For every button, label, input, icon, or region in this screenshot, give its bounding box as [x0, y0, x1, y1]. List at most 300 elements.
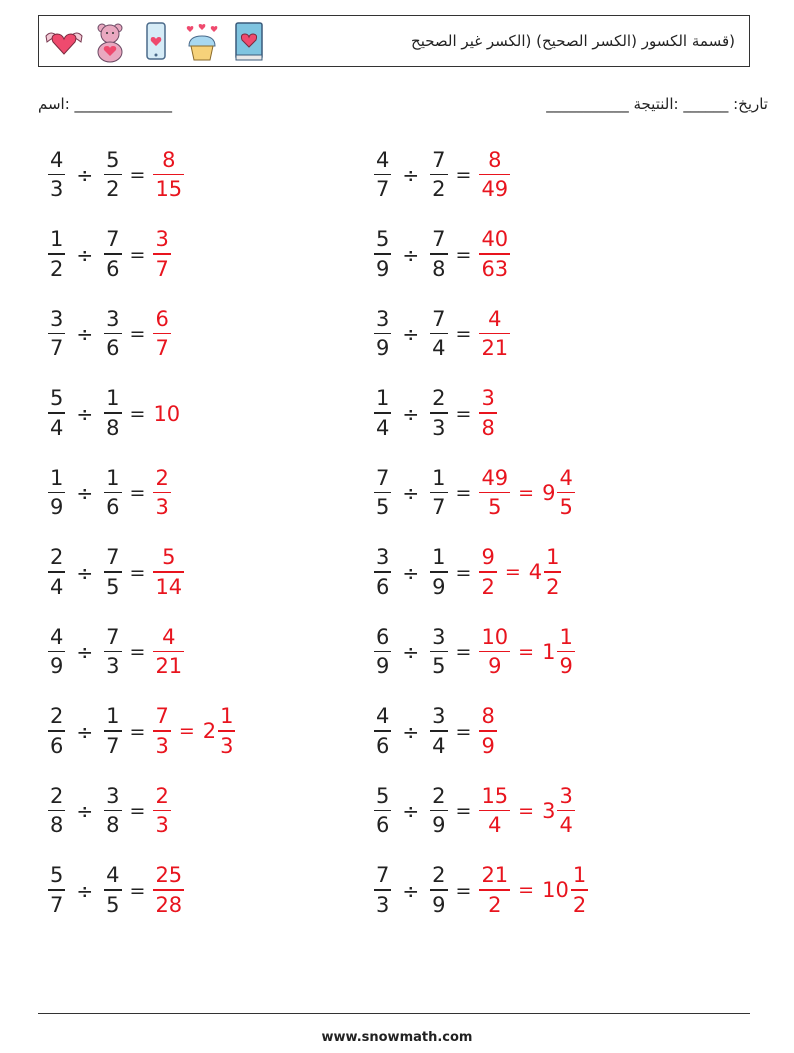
dividend-fraction: [48, 865, 65, 915]
equals-sign: =: [504, 561, 521, 584]
denominator: 7: [155, 256, 169, 281]
denominator: 3: [376, 892, 390, 917]
numerator: 2: [432, 386, 446, 411]
numerator: 15: [481, 783, 509, 808]
numerator: 5: [376, 227, 390, 252]
equals-sign: =: [518, 640, 535, 663]
problem-item: [372, 461, 577, 525]
numerator: 1: [432, 545, 446, 570]
denominator: 6: [376, 574, 390, 599]
numerator: 2: [50, 783, 64, 808]
numerator: 4: [162, 624, 176, 649]
dividend-fraction: [48, 624, 65, 679]
denominator: 5: [376, 495, 390, 520]
problem-item: [46, 859, 186, 923]
dividend-fraction: [374, 229, 391, 279]
mixed-whole: 10: [542, 878, 569, 903]
divisor-fraction: [104, 783, 121, 838]
numerator: 1: [106, 465, 120, 490]
answer: [151, 465, 172, 520]
denominator: 2: [546, 574, 560, 599]
numerator: 7: [106, 624, 120, 649]
dividend-fraction: [48, 465, 65, 520]
answer: [477, 547, 563, 597]
equals-sign: =: [129, 243, 146, 266]
divide-sign: ÷: [402, 401, 420, 426]
footer-divider: [38, 1013, 750, 1014]
divisor-fraction: [104, 706, 121, 756]
denominator: 5: [106, 574, 120, 599]
mixed-whole: 4: [528, 560, 543, 585]
date-score-field: تاريخ: ______ :النتيجة ___________: [546, 95, 768, 113]
answer-fraction: [479, 229, 510, 279]
numerator: 6: [155, 306, 169, 331]
equals-sign: =: [455, 720, 472, 743]
answer: [477, 783, 576, 838]
winged-heart-icon: [43, 20, 85, 64]
denominator: 4: [432, 336, 446, 361]
denominator: 2: [481, 574, 495, 599]
divide-sign: ÷: [402, 719, 420, 744]
divisor-fraction: [104, 547, 121, 597]
denominator: 9: [559, 654, 573, 679]
numerator: 2: [50, 545, 64, 570]
answer: [151, 783, 172, 838]
dividend-fraction: [374, 783, 391, 838]
dividend-fraction: [48, 706, 65, 756]
denominator: 9: [488, 654, 502, 679]
problem-item: [46, 143, 186, 207]
divisor-fraction: [104, 465, 121, 520]
denominator: 7: [106, 733, 120, 758]
problem-item: [46, 461, 173, 525]
answer-fraction: [479, 783, 510, 838]
answer: [477, 306, 512, 361]
equals-sign: =: [518, 799, 535, 822]
numerator: 4: [50, 147, 64, 172]
problem-item: [46, 302, 173, 366]
mixed-whole: 3: [542, 798, 556, 823]
dividend-fraction: [374, 147, 391, 202]
dividend-fraction: [374, 388, 391, 438]
denominator: 3: [220, 733, 234, 758]
problem-item: [46, 779, 173, 843]
numerator: 7: [432, 147, 446, 172]
divide-sign: ÷: [76, 799, 94, 823]
numerator: 4: [559, 465, 573, 490]
denominator: 9: [376, 654, 390, 679]
answer-fraction: [153, 624, 184, 679]
numerator: 3: [432, 624, 446, 649]
divisor-fraction: [430, 547, 447, 597]
numerator: 7: [376, 465, 390, 490]
numerator: 7: [106, 227, 120, 252]
divide-sign: ÷: [402, 878, 420, 903]
numerator: 4: [488, 306, 502, 331]
denominator: 6: [106, 495, 120, 520]
equals-sign: =: [518, 481, 535, 504]
answer: [477, 388, 498, 438]
denominator: 3: [155, 733, 169, 758]
mixed-whole: 2: [202, 719, 217, 744]
divide-sign: ÷: [76, 481, 94, 505]
numerator: 2: [155, 465, 169, 490]
answer-integer: 10: [153, 401, 181, 426]
mixed-fraction: [218, 706, 235, 756]
divide-sign: ÷: [402, 560, 420, 585]
answer: [151, 306, 172, 361]
problem-item: [372, 859, 590, 923]
answer: [151, 865, 186, 915]
problem-item: [372, 302, 512, 366]
icon-strip: [43, 20, 269, 64]
numerator: 1: [50, 227, 64, 252]
divide-sign: ÷: [76, 560, 94, 585]
divisor-fraction: [430, 147, 447, 202]
answer: [477, 465, 576, 520]
dividend-fraction: [374, 865, 391, 915]
numerator: 2: [50, 704, 64, 729]
problem-item: [46, 541, 186, 605]
denominator: 15: [155, 177, 183, 202]
numerator: 5: [106, 147, 120, 172]
denominator: 9: [432, 574, 446, 599]
numerator: 3: [432, 704, 446, 729]
problem-item: [46, 700, 237, 764]
divide-sign: ÷: [402, 163, 420, 187]
divisor-fraction: [430, 388, 447, 438]
numerator: 7: [432, 227, 446, 252]
denominator: 8: [50, 813, 64, 838]
numerator: 4: [50, 624, 64, 649]
numerator: 1: [559, 624, 573, 649]
divide-sign: ÷: [402, 799, 420, 823]
numerator: 1: [376, 386, 390, 411]
equals-sign: =: [129, 879, 146, 902]
problem-item: [372, 223, 512, 287]
mixed-whole: 1: [542, 639, 556, 664]
equals-sign: =: [518, 879, 535, 902]
denominator: 6: [376, 733, 390, 758]
phone-heart-icon: [135, 20, 177, 64]
denominator: 21: [155, 654, 183, 679]
denominator: 2: [106, 177, 120, 202]
divide-sign: ÷: [76, 401, 94, 426]
answer: [151, 706, 237, 756]
equals-sign: =: [129, 720, 146, 743]
numerator: 5: [50, 863, 64, 888]
answer-fraction: [153, 783, 170, 838]
denominator: 7: [376, 177, 390, 202]
divisor-fraction: [104, 624, 121, 679]
denominator: 9: [432, 813, 446, 838]
denominator: 7: [50, 892, 64, 917]
numerator: 21: [481, 863, 509, 888]
equals-sign: =: [129, 641, 146, 663]
divisor-fraction: [104, 388, 121, 438]
mixed-fraction: [557, 783, 574, 838]
numerator: 7: [155, 704, 169, 729]
denominator: 3: [106, 654, 120, 679]
numerator: 8: [481, 704, 495, 729]
denominator: 4: [50, 574, 64, 599]
answer: [151, 147, 186, 202]
divide-sign: ÷: [76, 719, 94, 744]
denominator: 7: [50, 336, 64, 361]
denominator: 5: [432, 654, 446, 679]
equals-sign: =: [455, 561, 472, 584]
denominator: 9: [376, 256, 390, 281]
denominator: 8: [106, 813, 120, 838]
equals-sign: =: [455, 243, 472, 266]
numerator: 1: [546, 545, 560, 570]
numerator: 4: [376, 704, 390, 729]
equals-sign: =: [455, 164, 472, 186]
numerator: 7: [106, 545, 120, 570]
equals-sign: =: [455, 402, 472, 425]
numerator: 25: [155, 863, 183, 888]
denominator: 5: [559, 495, 573, 520]
cupcake-icon: [181, 20, 223, 64]
header-box: [38, 15, 750, 67]
divisor-fraction: [430, 706, 447, 756]
numerator: 5: [50, 386, 64, 411]
denominator: 7: [432, 495, 446, 520]
numerator: 3: [376, 545, 390, 570]
denominator: 9: [376, 336, 390, 361]
answer-fraction: [479, 306, 510, 361]
denominator: 8: [481, 415, 495, 440]
numerator: 1: [50, 465, 64, 490]
numerator: 3: [559, 783, 573, 808]
dividend-fraction: [374, 624, 391, 679]
equals-sign: =: [129, 800, 146, 822]
numerator: 1: [106, 386, 120, 411]
denominator: 7: [155, 336, 169, 361]
numerator: 8: [162, 147, 176, 172]
name-field: اسم: _____________: [38, 95, 173, 113]
answer: [477, 865, 590, 915]
divisor-fraction: [104, 865, 121, 915]
numerator: 3: [155, 227, 169, 252]
numerator: 1: [572, 863, 587, 888]
denominator: 4: [50, 415, 64, 440]
divide-sign: ÷: [76, 878, 94, 903]
equals-sign: =: [455, 482, 472, 504]
denominator: 9: [481, 733, 495, 758]
equals-sign: =: [129, 482, 146, 504]
denominator: 6: [106, 336, 120, 361]
numerator: 3: [106, 783, 120, 808]
denominator: 4: [488, 813, 502, 838]
answer-fraction: [479, 147, 510, 202]
answer-fraction: [153, 306, 170, 361]
divide-sign: ÷: [402, 481, 420, 505]
answer-fraction: [153, 706, 170, 756]
dividend-fraction: [48, 388, 65, 438]
answer: [477, 624, 576, 679]
denominator: 14: [155, 574, 183, 599]
equals-sign: =: [178, 720, 195, 743]
dividend-fraction: [374, 306, 391, 361]
denominator: 5: [106, 892, 120, 917]
equals-sign: =: [455, 641, 472, 663]
answer: [151, 547, 186, 597]
divisor-fraction: [430, 229, 447, 279]
denominator: 3: [50, 177, 64, 202]
denominator: 3: [155, 495, 169, 520]
answer-fraction: [479, 547, 496, 597]
divisor-fraction: [430, 783, 447, 838]
numerator: 7: [376, 863, 390, 888]
numerator: 1: [220, 704, 234, 729]
numerator: 3: [481, 386, 495, 411]
problem-item: [372, 143, 512, 207]
numerator: 6: [376, 624, 390, 649]
numerator: 1: [106, 704, 120, 729]
numerator: 49: [481, 465, 509, 490]
mixed-fraction: [571, 865, 588, 915]
numerator: 1: [432, 465, 446, 490]
denominator: 9: [432, 892, 446, 917]
problem-item: [372, 779, 577, 843]
problem-item: [46, 223, 173, 287]
worksheet-title: (قسمة الكسور (الكسر الصحيح) (الكسر غير الصحيح: [411, 32, 735, 50]
equals-sign: =: [455, 800, 472, 822]
dividend-fraction: [374, 706, 391, 756]
mixed-whole: 9: [542, 480, 556, 505]
problem-item: [372, 541, 563, 605]
numerator: 5: [376, 783, 390, 808]
denominator: 28: [155, 892, 183, 917]
denominator: 3: [432, 415, 446, 440]
divide-sign: ÷: [76, 322, 94, 346]
dividend-fraction: [48, 229, 65, 279]
denominator: 9: [50, 654, 64, 679]
equals-sign: =: [129, 323, 146, 345]
denominator: 2: [432, 177, 446, 202]
divide-sign: ÷: [402, 242, 420, 267]
numerator: 5: [162, 545, 176, 570]
divisor-fraction: [430, 306, 447, 361]
denominator: 2: [572, 892, 587, 917]
answer: [477, 706, 498, 756]
answer-fraction: [479, 865, 510, 915]
divide-sign: ÷: [76, 242, 94, 267]
book-heart-icon: [227, 20, 269, 64]
answer-fraction: [153, 865, 184, 915]
problem-item: [46, 382, 180, 446]
mixed-fraction: [557, 465, 574, 520]
equals-sign: =: [455, 879, 472, 902]
mixed-fraction: [544, 547, 561, 597]
answer-fraction: [479, 388, 496, 438]
mixed-fraction: [557, 624, 574, 679]
equals-sign: =: [129, 561, 146, 584]
dividend-fraction: [48, 783, 65, 838]
denominator: 6: [376, 813, 390, 838]
numerator: 3: [50, 306, 64, 331]
numerator: 9: [481, 545, 495, 570]
divisor-fraction: [430, 465, 447, 520]
denominator: 3: [155, 813, 169, 838]
denominator: 4: [559, 813, 573, 838]
divisor-fraction: [430, 624, 447, 679]
denominator: 49: [481, 177, 509, 202]
numerator: 2: [155, 783, 169, 808]
answer-fraction: [153, 465, 170, 520]
divisor-fraction: [104, 147, 121, 202]
equals-sign: =: [455, 323, 472, 345]
dividend-fraction: [48, 306, 65, 361]
numerator: 2: [432, 863, 446, 888]
numerator: 7: [432, 306, 446, 331]
numerator: 4: [106, 863, 120, 888]
answer: [477, 229, 512, 279]
denominator: 5: [488, 495, 502, 520]
numerator: 3: [376, 306, 390, 331]
denominator: 63: [481, 256, 509, 281]
footer-url: www.snowmath.com: [321, 1030, 473, 1045]
answer: [151, 624, 186, 679]
dividend-fraction: [374, 547, 391, 597]
denominator: 4: [432, 733, 446, 758]
denominator: 6: [106, 256, 120, 281]
divide-sign: ÷: [76, 640, 94, 664]
dividend-fraction: [374, 465, 391, 520]
numerator: 4: [376, 147, 390, 172]
denominator: 21: [481, 336, 509, 361]
denominator: 6: [50, 733, 64, 758]
answer: [151, 229, 172, 279]
numerator: 2: [432, 783, 446, 808]
denominator: 8: [432, 256, 446, 281]
denominator: 9: [50, 495, 64, 520]
answer-fraction: [153, 229, 170, 279]
problem-item: [372, 382, 499, 446]
problem-item: [372, 700, 499, 764]
denominator: 2: [50, 256, 64, 281]
numerator: 40: [481, 227, 509, 252]
denominator: 8: [106, 415, 120, 440]
divide-sign: ÷: [402, 322, 420, 346]
teddy-bear-icon: [89, 20, 131, 64]
denominator: 4: [376, 415, 390, 440]
equals-sign: =: [129, 164, 146, 186]
dividend-fraction: [48, 547, 65, 597]
answer-fraction: [153, 147, 184, 202]
divide-sign: ÷: [76, 163, 94, 187]
dividend-fraction: [48, 147, 65, 202]
numerator: 3: [106, 306, 120, 331]
answer-fraction: [479, 465, 510, 520]
divisor-fraction: [430, 865, 447, 915]
answer-fraction: [479, 624, 510, 679]
divide-sign: ÷: [402, 640, 420, 664]
problem-item: [372, 620, 577, 684]
numerator: 8: [488, 147, 502, 172]
answer: [151, 402, 180, 426]
answer-fraction: [479, 706, 496, 756]
problem-item: [46, 620, 186, 684]
denominator: 2: [488, 892, 502, 917]
divisor-fraction: [104, 306, 121, 361]
divisor-fraction: [104, 229, 121, 279]
equals-sign: =: [129, 402, 146, 425]
answer-fraction: [153, 547, 184, 597]
answer: [477, 147, 512, 202]
numerator: 10: [481, 624, 509, 649]
